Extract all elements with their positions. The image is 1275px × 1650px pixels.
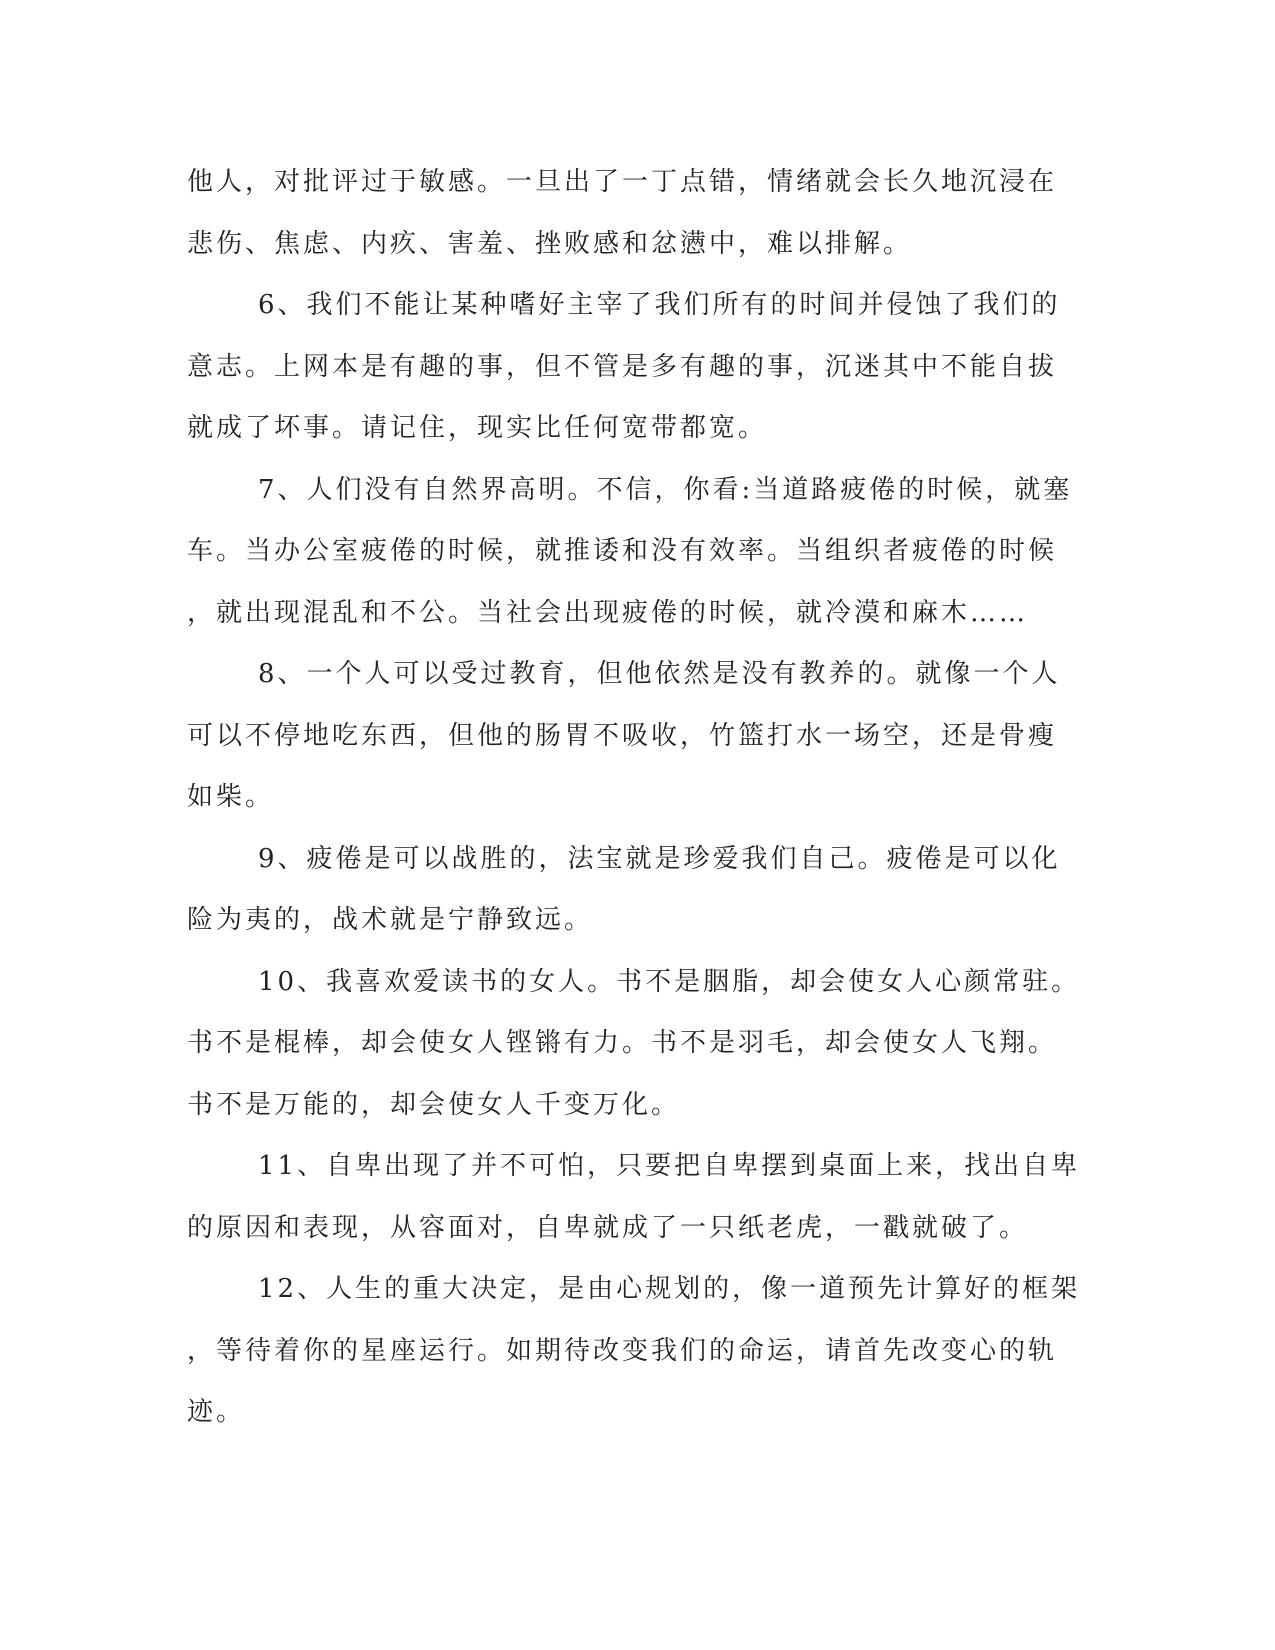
text-line: 迹。 [187, 1397, 246, 1427]
text-line: 书不是万能的，却会使女人千变万化。 [187, 1089, 681, 1120]
paragraph-9-start: 9、疲倦是可以战胜的，法宝就是珍爱我们自己。疲倦是可以化 [258, 843, 1061, 874]
text-line: 书不是棍棒，却会使女人铿锵有力。书不是羽毛，却会使女人飞翔。 [187, 1028, 1058, 1058]
paragraph-8-start: 8、一个人可以受过教育，但他依然是没有教养的。就像一个人 [258, 659, 1061, 689]
text-line: 意志。上网本是有趣的事，但不管是多有趣的事，沉迷其中不能自拔 [187, 351, 1058, 382]
text-line: 悲伤、焦虑、内疚、害羞、挫败感和忿懑中，难以排解。 [187, 228, 913, 259]
text-line: ，就出现混乱和不公。当社会出现疲倦的时候，就冷漠和麻木…… [187, 597, 1029, 628]
text-line: 就成了坏事。请记住，现实比任何宽带都宽。 [187, 413, 768, 443]
paragraph-12-start: 12、人生的重大决定，是由心规划的，像一道预先计算好的框架 [258, 1274, 1081, 1304]
text-line: 如柴。 [187, 782, 275, 812]
paragraph-6-start: 6、我们不能让某种嗜好主宰了我们所有的时间并侵蚀了我们的 [258, 290, 1061, 320]
text-line: 他人，对批评过于敏感。一旦出了一丁点错，情绪就会长久地沉浸在 [187, 167, 1058, 197]
paragraph-11-start: 11、自卑出现了并不可怕，只要把自卑摆到桌面上来，找出自卑 [258, 1151, 1081, 1181]
paragraph-10-start: 10、我喜欢爱读书的女人。书不是胭脂，却会使女人心颜常驻。 [258, 966, 1081, 997]
text-line: 可以不停地吃东西，但他的肠胃不吸收，竹篮打水一场空，还是骨瘦 [187, 720, 1058, 751]
document-body [187, 164, 1081, 1456]
text-line: 车。当办公室疲倦的时候，就推诿和没有效率。当组织者疲倦的时候 [187, 536, 1058, 566]
text-line: 险为夷的，战术就是宁静致远。 [187, 905, 594, 935]
text-line: 的原因和表现，从容面对，自卑就成了一只纸老虎，一戳就破了。 [187, 1212, 1029, 1243]
paragraph-7-start: 7、人们没有自然界高明。不信，你看:当道路疲倦的时候，就塞 [258, 474, 1073, 505]
text-line: ，等待着你的星座运行。如期待改变我们的命运，请首先改变心的轨 [187, 1335, 1058, 1366]
